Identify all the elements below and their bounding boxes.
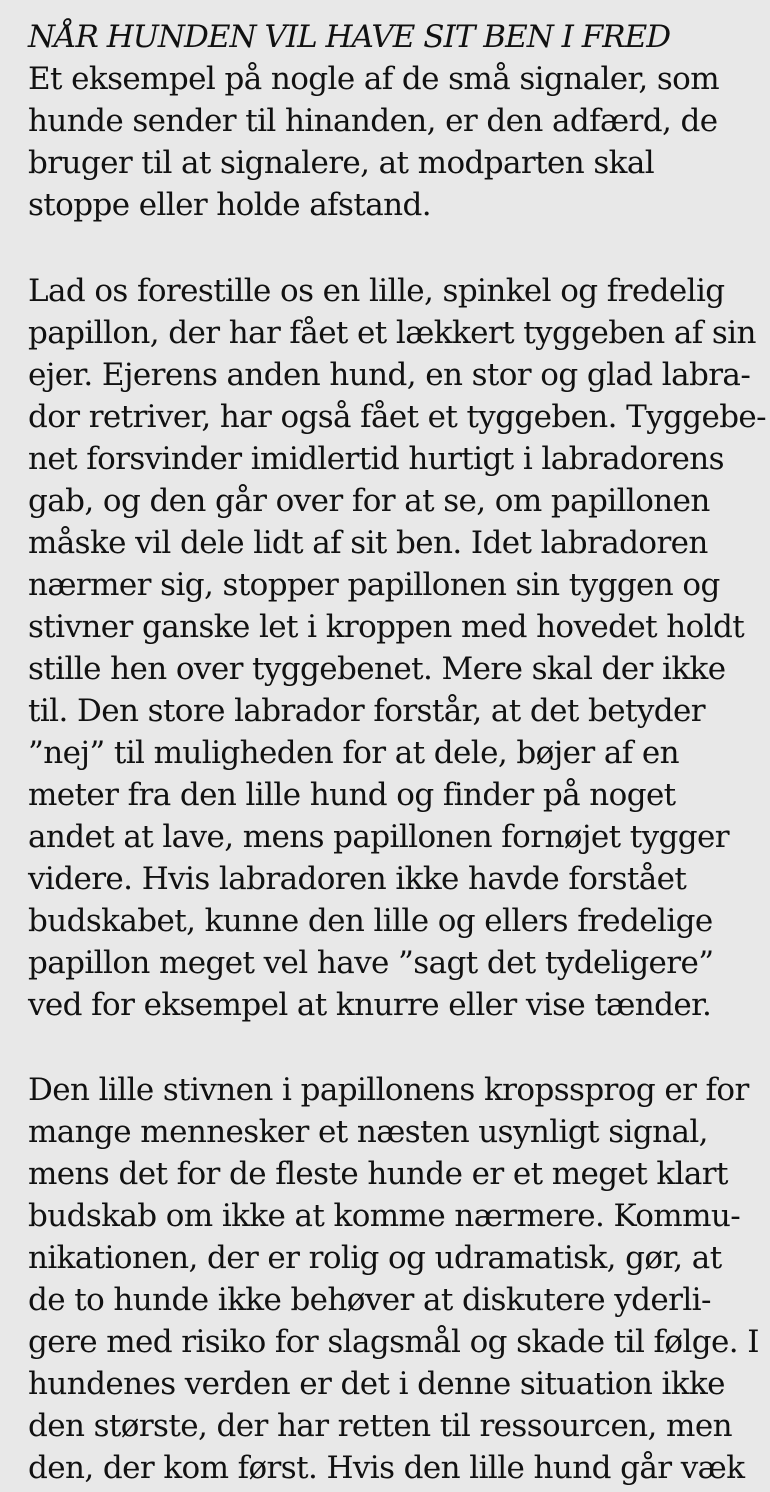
text-line: den største, der har retten til ressourcen, men xyxy=(28,1408,732,1444)
text-line: hunde sender til hinanden, er den adfærd, de xyxy=(28,103,718,139)
text-line: stoppe eller holde afstand. xyxy=(28,187,431,223)
text-line: de to hunde ikke behøver at diskutere yderli- xyxy=(28,1282,711,1318)
text-line: Lad os forestille os en lille, spinkel og fredelig xyxy=(28,273,725,309)
text-line: gere med risiko for slagsmål og skade til følge. I xyxy=(28,1324,759,1360)
text-line: ejer. Ejerens anden hund, en stor og glad labra- xyxy=(28,357,751,393)
text-line: nikationen, der er rolig og udramatisk, gør, at xyxy=(28,1240,722,1276)
text-line: Et eksempel på nogle af de små signaler, som xyxy=(28,61,720,97)
text-line: mens det for de fleste hunde er et meget klart xyxy=(28,1156,728,1192)
text-line: stivner ganske let i kroppen med hovedet holdt xyxy=(28,609,745,645)
text-line: måske vil dele lidt af sit ben. Idet labradoren xyxy=(28,525,708,561)
text-line: budskabet, kunne den lille og ellers fredelige xyxy=(28,903,713,939)
text-line: bruger til at signalere, at modparten skal xyxy=(28,145,655,181)
text-line: nærmer sig, stopper papillonen sin tyggen og xyxy=(28,567,720,603)
text-line: ved for eksempel at knurre eller vise tænder. xyxy=(28,987,712,1023)
text-line: gab, og den går over for at se, om papillonen xyxy=(28,483,710,519)
text-line: stille hen over tyggebenet. Mere skal der ikke xyxy=(28,651,726,687)
text-line: Den lille stivnen i papillonens kropssprog er for xyxy=(28,1072,749,1108)
text-line: andet at lave, mens papillonen fornøjet tygger xyxy=(28,819,729,855)
text-line: mange mennesker et næsten usynligt signal, xyxy=(28,1114,708,1150)
text-line: papillon meget vel have ”sagt det tydeligere” xyxy=(28,945,714,981)
article-heading: NÅR HUNDEN VIL HAVE SIT BEN I FRED xyxy=(28,19,671,55)
text-line: dor retriver, har også fået et tyggeben. Tyggebe- xyxy=(28,399,767,435)
text-line: budskab om ikke at komme nærmere. Kommu- xyxy=(28,1198,741,1234)
text-line: hundenes verden er det i denne situation ikke xyxy=(28,1366,725,1402)
text-line: ”nej” til muligheden for at dele, bøjer af en xyxy=(28,735,679,771)
text-line: den, der kom først. Hvis den lille hund går væk xyxy=(28,1450,745,1486)
text-line: net forsvinder imidlertid hurtigt i labradorens xyxy=(28,441,724,477)
text-line: videre. Hvis labradoren ikke havde forstået xyxy=(28,861,687,897)
text-line: papillon, der har fået et lækkert tyggeben af sin xyxy=(28,315,756,351)
text-line: til. Den store labrador forstår, at det betyder xyxy=(28,693,705,729)
text-line: meter fra den lille hund og finder på noget xyxy=(28,777,676,813)
